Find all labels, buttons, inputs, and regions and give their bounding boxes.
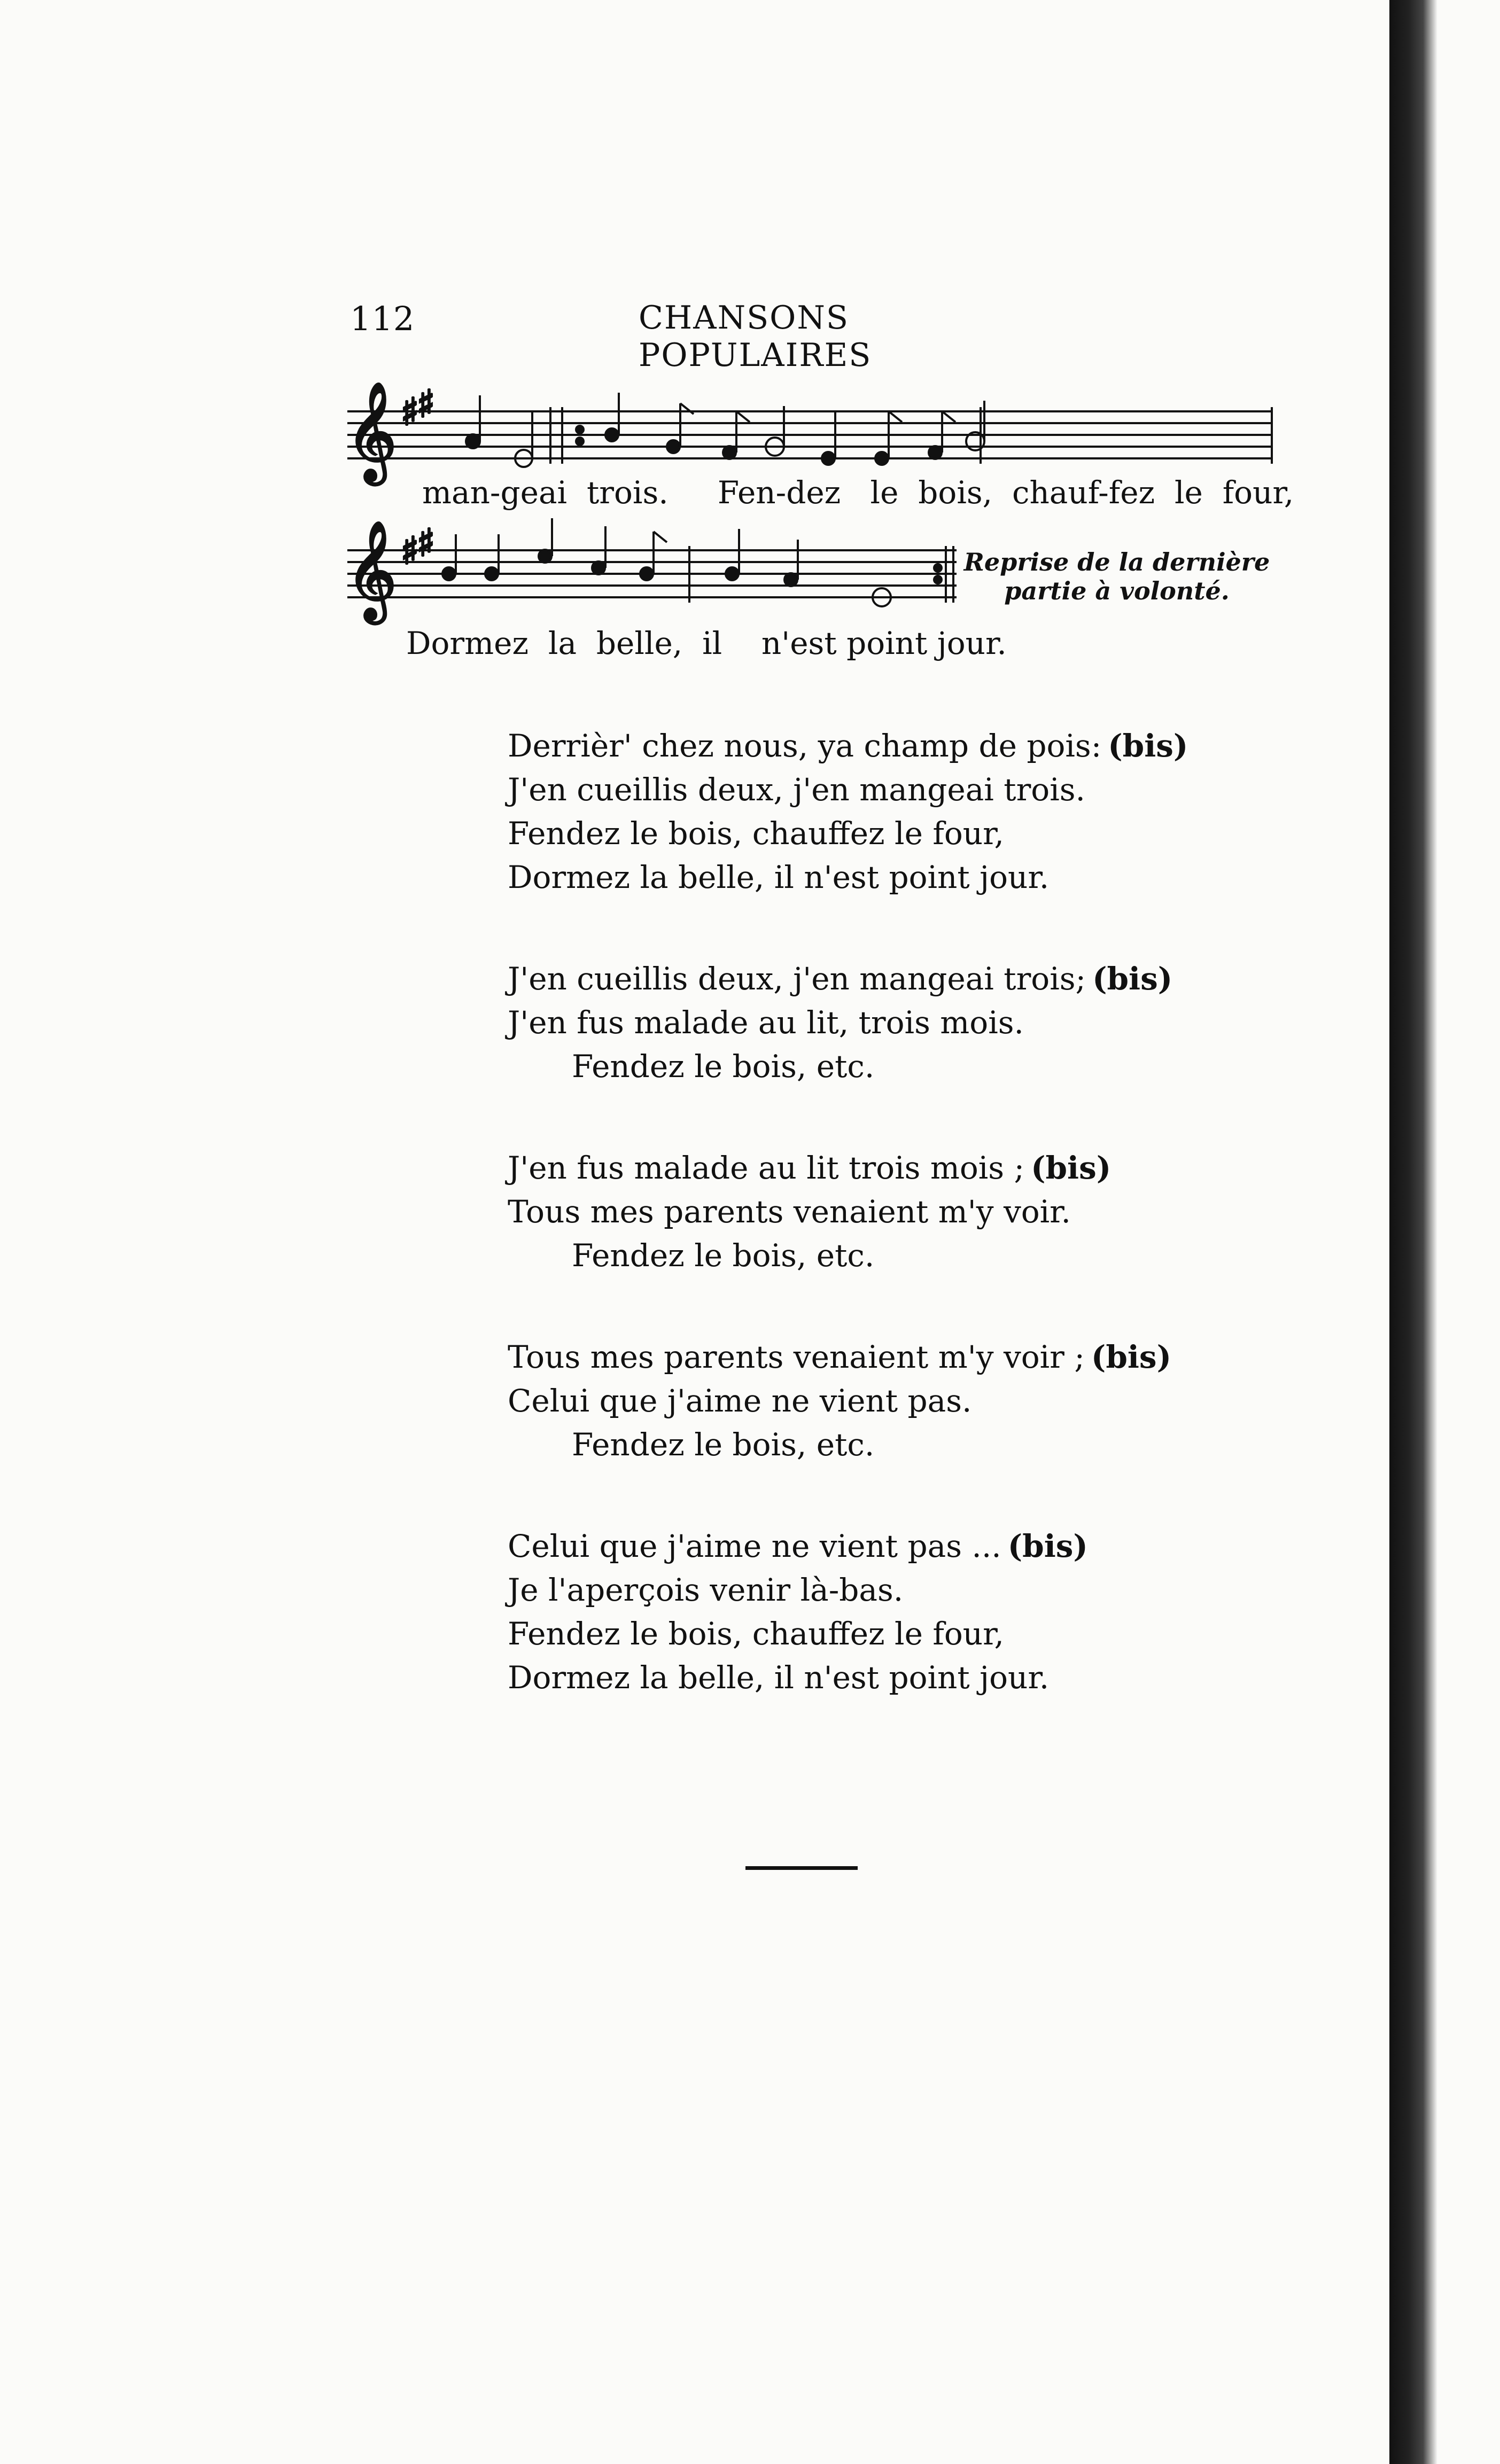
music-lyric-line-2: Dormez la belle, il n'est point jour. bbox=[406, 625, 1007, 661]
closing-rule bbox=[745, 1866, 858, 1870]
repeat-marker: (bis) bbox=[1007, 1528, 1088, 1564]
stanza-text: Fendez le bois, etc. bbox=[572, 1237, 875, 1274]
stanza-2 bbox=[508, 957, 1173, 1088]
stanza-text: Fendez le bois, etc. bbox=[572, 1426, 875, 1463]
repeat-marker: (bis) bbox=[1108, 728, 1188, 764]
performance-note: Reprise de la dernière partie à volonté. bbox=[963, 548, 1270, 605]
stanza-text: J'en cueillis deux, j'en mangeai trois. bbox=[508, 771, 1085, 808]
stanza-line bbox=[508, 768, 1149, 812]
repeat-marker: (bis) bbox=[1091, 1339, 1172, 1375]
repeat-marker: (bis) bbox=[1092, 961, 1173, 997]
svg-text:𝄞: 𝄞 bbox=[346, 381, 397, 481]
stanza-line bbox=[508, 1335, 1172, 1379]
stanza-text: Tous mes parents venaient m'y voir. bbox=[508, 1194, 1071, 1230]
stanza-line bbox=[508, 1001, 1149, 1044]
stanza-text: Celui que j'aime ne vient pas ... bbox=[508, 1528, 1001, 1564]
stanza-text: J'en fus malade au lit trois mois ; bbox=[508, 1150, 1025, 1186]
stanza-text: Fendez le bois, etc. bbox=[572, 1048, 875, 1085]
stanza-text: Celui que j'aime ne vient pas. bbox=[508, 1383, 972, 1419]
svg-text:♯: ♯ bbox=[401, 390, 419, 434]
stanza-text: Fendez le bois, chauffez le four, bbox=[508, 815, 1004, 852]
svg-text:♯: ♯ bbox=[417, 521, 435, 565]
stanza-line bbox=[508, 1146, 1149, 1190]
svg-text:♯: ♯ bbox=[401, 529, 419, 573]
stanza-line bbox=[508, 1568, 1149, 1612]
stanza-line bbox=[508, 724, 1188, 768]
staff-line-2 bbox=[346, 518, 957, 625]
stanza-line bbox=[508, 855, 1149, 899]
stanza-line bbox=[508, 1379, 1149, 1423]
stanza-text: Derrièr' chez nous, ya champ de pois: bbox=[508, 728, 1102, 764]
stanza-4 bbox=[508, 1335, 1172, 1467]
page-binding-shadow bbox=[1389, 0, 1437, 2464]
song-stanzas bbox=[508, 724, 1188, 1757]
stanza-1 bbox=[508, 724, 1188, 899]
page-header bbox=[350, 299, 1071, 374]
stanza-text: J'en cueillis deux, j'en mangeai trois; bbox=[508, 961, 1086, 997]
stanza-line bbox=[508, 1044, 1149, 1088]
stanza-text: Dormez la belle, il n'est point jour. bbox=[508, 859, 1050, 895]
page-number: 112 bbox=[350, 299, 415, 338]
stanza-text: Dormez la belle, il n'est point jour. bbox=[508, 1659, 1050, 1696]
stanza-line bbox=[508, 1612, 1149, 1656]
running-title: CHANSONS POPULAIRES bbox=[639, 299, 872, 374]
stanza-line bbox=[508, 1423, 1149, 1467]
svg-text:𝄞: 𝄞 bbox=[346, 520, 397, 620]
stanza-text: Je l'aperçois venir là-bas. bbox=[508, 1572, 904, 1608]
repeat-marker: (bis) bbox=[1031, 1150, 1112, 1186]
music-score bbox=[337, 374, 1294, 705]
music-lyric-line-1: man-geai trois. Fen-dez le bois, chauf-fez le four, bbox=[422, 474, 1294, 511]
stanza-line bbox=[508, 957, 1173, 1001]
stanza-text: J'en fus malade au lit, trois mois. bbox=[508, 1004, 1024, 1041]
stanza-5 bbox=[508, 1524, 1149, 1699]
stanza-line bbox=[508, 812, 1149, 855]
svg-text:♯: ♯ bbox=[417, 382, 435, 426]
stanza-line bbox=[508, 1524, 1149, 1568]
stanza-3 bbox=[508, 1146, 1149, 1277]
staff-line-1 bbox=[346, 381, 1272, 486]
stanza-text: Fendez le bois, chauffez le four, bbox=[508, 1616, 1004, 1652]
stanza-line bbox=[508, 1190, 1149, 1234]
stanza-line bbox=[508, 1234, 1149, 1277]
stanza-text: Tous mes parents venaient m'y voir ; bbox=[508, 1339, 1085, 1375]
stanza-line bbox=[508, 1656, 1149, 1699]
